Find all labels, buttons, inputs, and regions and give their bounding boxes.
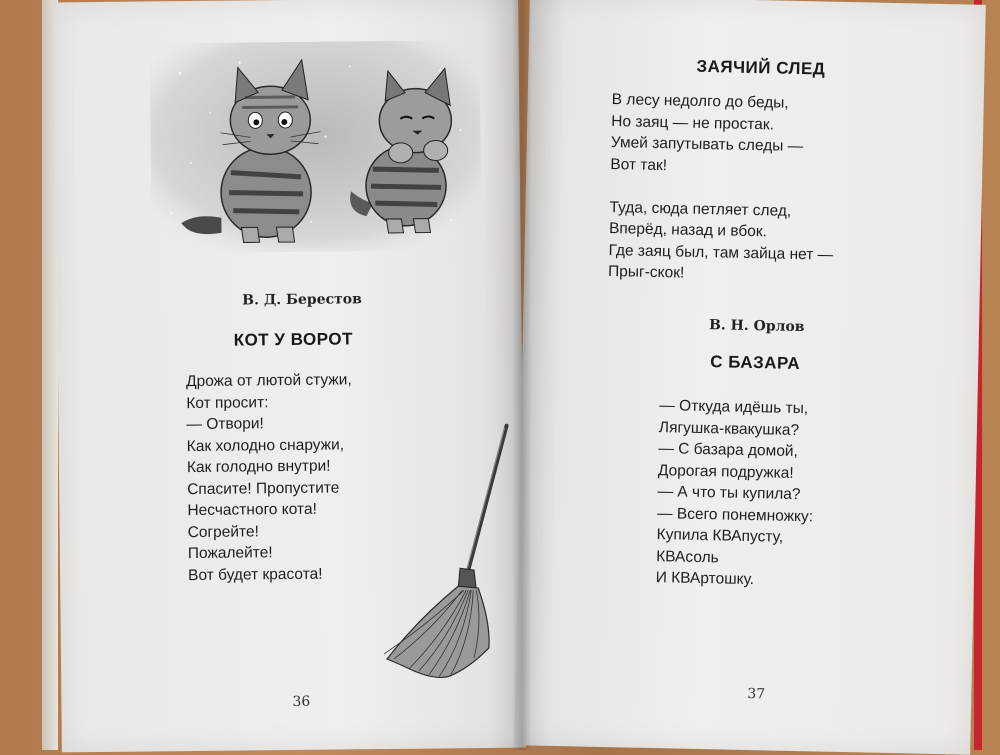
poem-text [608, 89, 837, 287]
poem-line: Вот будет красота! [188, 565, 323, 584]
poem-text [186, 369, 354, 586]
poem-line: КВАсоль [656, 547, 719, 566]
poem-line: Где заяц был, там зайца нет — [608, 241, 834, 264]
poem-line: — Откуда идёшь ты, [659, 397, 809, 418]
right-page [514, 0, 986, 755]
poem-line: Вот так! [610, 155, 668, 174]
poem-line: В лесу недолго до беды, [611, 91, 789, 112]
page-number: 37 [747, 686, 766, 703]
poem-line: Как голодно внутри! [186, 457, 331, 477]
poem-author: В. Н. Орлов [708, 317, 805, 336]
poem-line: — Всего понемножку: [656, 504, 814, 525]
broom-illustration [376, 418, 519, 694]
poem-title: С БАЗАРА [710, 352, 801, 374]
kittens-illustration [150, 40, 482, 253]
book-gutter [512, 0, 532, 750]
poem-line: Несчастного кота! [187, 500, 317, 520]
poem-title: КОТ У ВОРОТ [233, 329, 354, 350]
poem-line: Туда, сюда петляет след, [609, 198, 792, 220]
poem-line: Прыг-скок! [607, 263, 685, 282]
poem-line: — А что ты купила? [657, 483, 801, 504]
poem-title: ЗАЯЧИЙ СЛЕД [696, 56, 826, 79]
poem-line: И КВАртошку. [655, 569, 755, 589]
left-page [54, 0, 526, 752]
poem-line: Вперёд, назад и вбок. [608, 220, 768, 241]
poem-line: Согрейте! [187, 522, 259, 541]
poem-author: В. Д. Берестов [242, 291, 362, 309]
poem-line: Кот просит: [186, 393, 269, 412]
poem-line: Пожалейте! [187, 544, 273, 563]
poem-line: — С базара домой, [658, 440, 799, 461]
poem-line: Как холодно снаружи, [186, 435, 345, 455]
poem-line: Но заяц — не простак. [611, 112, 775, 133]
poem-line: Дрожа от лютой стужи, [185, 371, 352, 391]
poem-line: Спасите! Пропустите [187, 478, 340, 498]
poem-line: Купила КВАпусту, [656, 526, 784, 546]
poem-line: Дорогая подружка! [657, 461, 794, 482]
poem-line: Лягушка-квакушка? [658, 418, 800, 439]
page-number: 36 [292, 693, 311, 710]
poem-line: — Отвори! [186, 415, 264, 434]
poem-line: Умей запутывать следы — [610, 134, 804, 156]
poem-text [656, 395, 816, 592]
